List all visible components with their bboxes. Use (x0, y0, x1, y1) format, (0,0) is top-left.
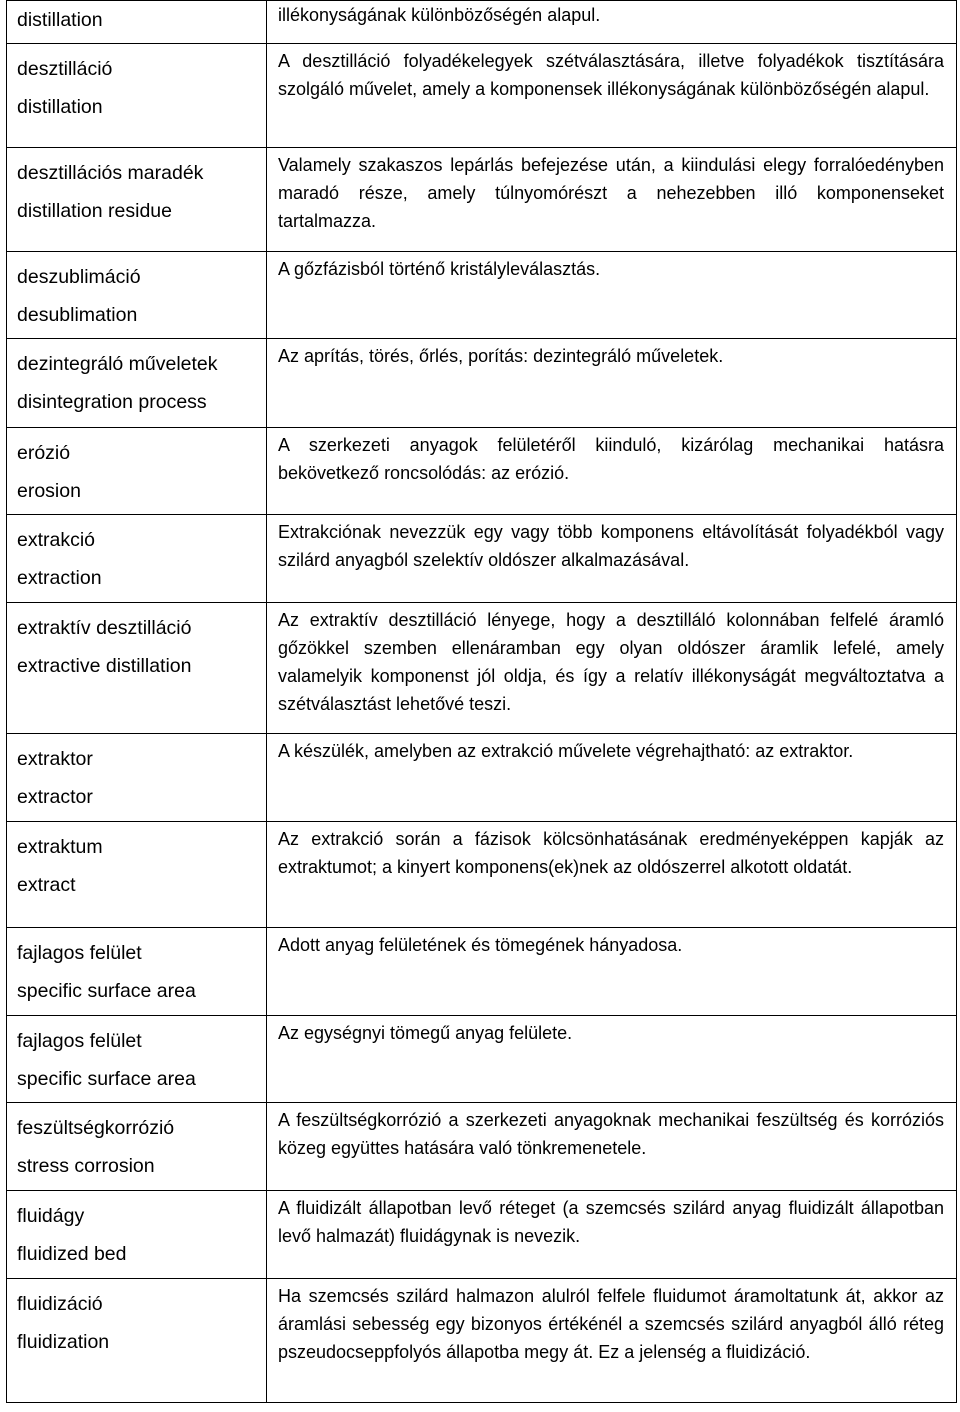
term-hungarian: erózió (17, 442, 71, 464)
table-row (7, 603, 957, 734)
definition-cell (267, 1016, 957, 1103)
term-english: desublimation (17, 304, 138, 326)
definition-text: A fluidizált állapotban levő réteget (a szemcsés szilárd anyag fluidizált állapotban levő halmazát) fluidágynak is nevezik. (278, 1198, 944, 1246)
term-english: erosion (17, 480, 81, 502)
term-cell (7, 734, 267, 822)
table-row (7, 1191, 957, 1279)
term-cell (7, 148, 267, 252)
term-english: distillation (17, 96, 103, 118)
definition-cell (267, 1279, 957, 1403)
table-row (7, 1279, 957, 1403)
table-row (7, 428, 957, 515)
term-english: extraction (17, 567, 102, 589)
definition-text: Valamely szakaszos lepárlás befejezése után, a kiindulási elegy forralóedényben maradó része, amely túlnyomórészt a nehezebben illó komponenseket tartalmazza. (278, 155, 944, 231)
definition-cell (267, 822, 957, 928)
definition-text: Az egységnyi tömegű anyag felülete. (278, 1023, 573, 1043)
term-hungarian: deszublimáció (17, 266, 141, 288)
definition-text: Adott anyag felületének és tömegének hányadosa. (278, 935, 683, 955)
term-cell (7, 44, 267, 148)
term-hungarian: fajlagos felület (17, 942, 142, 964)
definition-text: Az extraktív desztilláció lényege, hogy a desztilláló kolonnában felfelé áramló gőzökkel szemben ellenáramban egy olyan oldószer áramlik lefelé, amely valamelyik komponenst jól oldja, és így a relatív illékonyságát megváltoztatva a szétválasztást lehetővé teszi. (278, 610, 944, 714)
table-row (7, 44, 957, 148)
term-english: stress corrosion (17, 1155, 155, 1177)
table-row (7, 822, 957, 928)
definition-cell (267, 1191, 957, 1279)
definition-cell (267, 515, 957, 603)
term-hungarian: fajlagos felület (17, 1030, 142, 1052)
term-cell (7, 252, 267, 339)
table-row (7, 339, 957, 428)
term-english: extractive distillation (17, 655, 192, 677)
definition-cell (267, 44, 957, 148)
table-row (7, 1016, 957, 1103)
table-row (7, 515, 957, 603)
definition-cell (267, 148, 957, 252)
table-row (7, 1103, 957, 1191)
term-english: fluidization (17, 1331, 110, 1353)
definition-text: illékonyságának különbözőségén alapul. (278, 5, 601, 25)
term-cell (7, 1, 267, 44)
term-cell (7, 603, 267, 734)
definition-text: Az extrakció során a fázisok kölcsönhatásának eredményeképpen kapják az extraktumot; a kinyert komponens(ek)nek az oldószerrel alkotott oldatát. (278, 829, 944, 877)
term-english: extract (17, 874, 76, 896)
definition-text: Az aprítás, törés, őrlés, porítás: dezintegráló műveletek. (278, 346, 724, 366)
term-cell (7, 928, 267, 1016)
table-row (7, 734, 957, 822)
term-cell (7, 1103, 267, 1191)
definition-text: A szerkezeti anyagok felületéről kiinduló, kizárólag mechanikai hatásra bekövetkező roncsolódás: az erózió. (278, 435, 944, 483)
term-cell (7, 1279, 267, 1403)
term-cell (7, 428, 267, 515)
definition-text: Ha szemcsés szilárd halmazon alulról felfele fluidumot áramoltatunk át, akkor az áramlási sebesség egy bizonyos értékénél a szemcsés szilárd anyagból álló réteg pszeudocseppfolyós állapotba megy át. Ez a jelenség a fluidizáció. (278, 1286, 944, 1362)
definition-cell (267, 1, 957, 44)
term-hungarian: extrakció (17, 529, 96, 551)
definition-cell (267, 603, 957, 734)
term-english: fluidized bed (17, 1243, 127, 1265)
term-english: disintegration process (17, 391, 207, 413)
glossary-table (6, 0, 957, 1403)
definition-cell (267, 339, 957, 428)
term-english: specific surface area (17, 1068, 196, 1090)
definition-text: A készülék, amelyben az extrakció művelete végrehajtható: az extraktor. (278, 741, 854, 761)
term-hungarian: fluidágy (17, 1205, 85, 1227)
definition-text: Extrakciónak nevezzük egy vagy több komponens eltávolítását folyadékból vagy szilárd anyagból szelektív oldószer alkalmazásával. (278, 522, 944, 570)
table-row (7, 928, 957, 1016)
term-hungarian: extraktív desztilláció (17, 617, 192, 639)
term-hungarian: extraktum (17, 836, 103, 858)
definition-cell (267, 928, 957, 1016)
term-english: distillation residue (17, 200, 173, 222)
definition-text: A feszültségkorrózió a szerkezeti anyagoknak mechanikai feszültség és korróziós közeg együttes hatására való tönkremenetele. (278, 1110, 944, 1158)
definition-cell (267, 252, 957, 339)
term-hungarian: desztilláció (17, 58, 113, 80)
term-hungarian: dezintegráló műveletek (17, 353, 218, 375)
term-hungarian: fluidizáció (17, 1293, 103, 1315)
term-hungarian: feszültségkorrózió (17, 1117, 175, 1139)
table-row (7, 148, 957, 252)
definition-text: A gőzfázisból történő kristályleválasztás. (278, 259, 601, 279)
term-cell (7, 822, 267, 928)
term-english: extractor (17, 786, 93, 808)
term-cell (7, 339, 267, 428)
definition-cell (267, 428, 957, 515)
definition-text: A desztilláció folyadékelegyek szétválasztására, illetve folyadékok tisztítására szolgáló művelet, amely a komponensek illékonyságának különbözőségén alapul. (278, 51, 944, 99)
term-hungarian: extraktor (17, 748, 93, 770)
definition-cell (267, 1103, 957, 1191)
term-cell (7, 1016, 267, 1103)
term-english: specific surface area (17, 980, 196, 1002)
definition-cell (267, 734, 957, 822)
term-cell (7, 1191, 267, 1279)
term-hungarian: desztillációs maradék (17, 162, 204, 184)
term-cell (7, 515, 267, 603)
term-english: distillation (17, 9, 103, 31)
table-row (7, 1, 957, 44)
table-row (7, 252, 957, 339)
